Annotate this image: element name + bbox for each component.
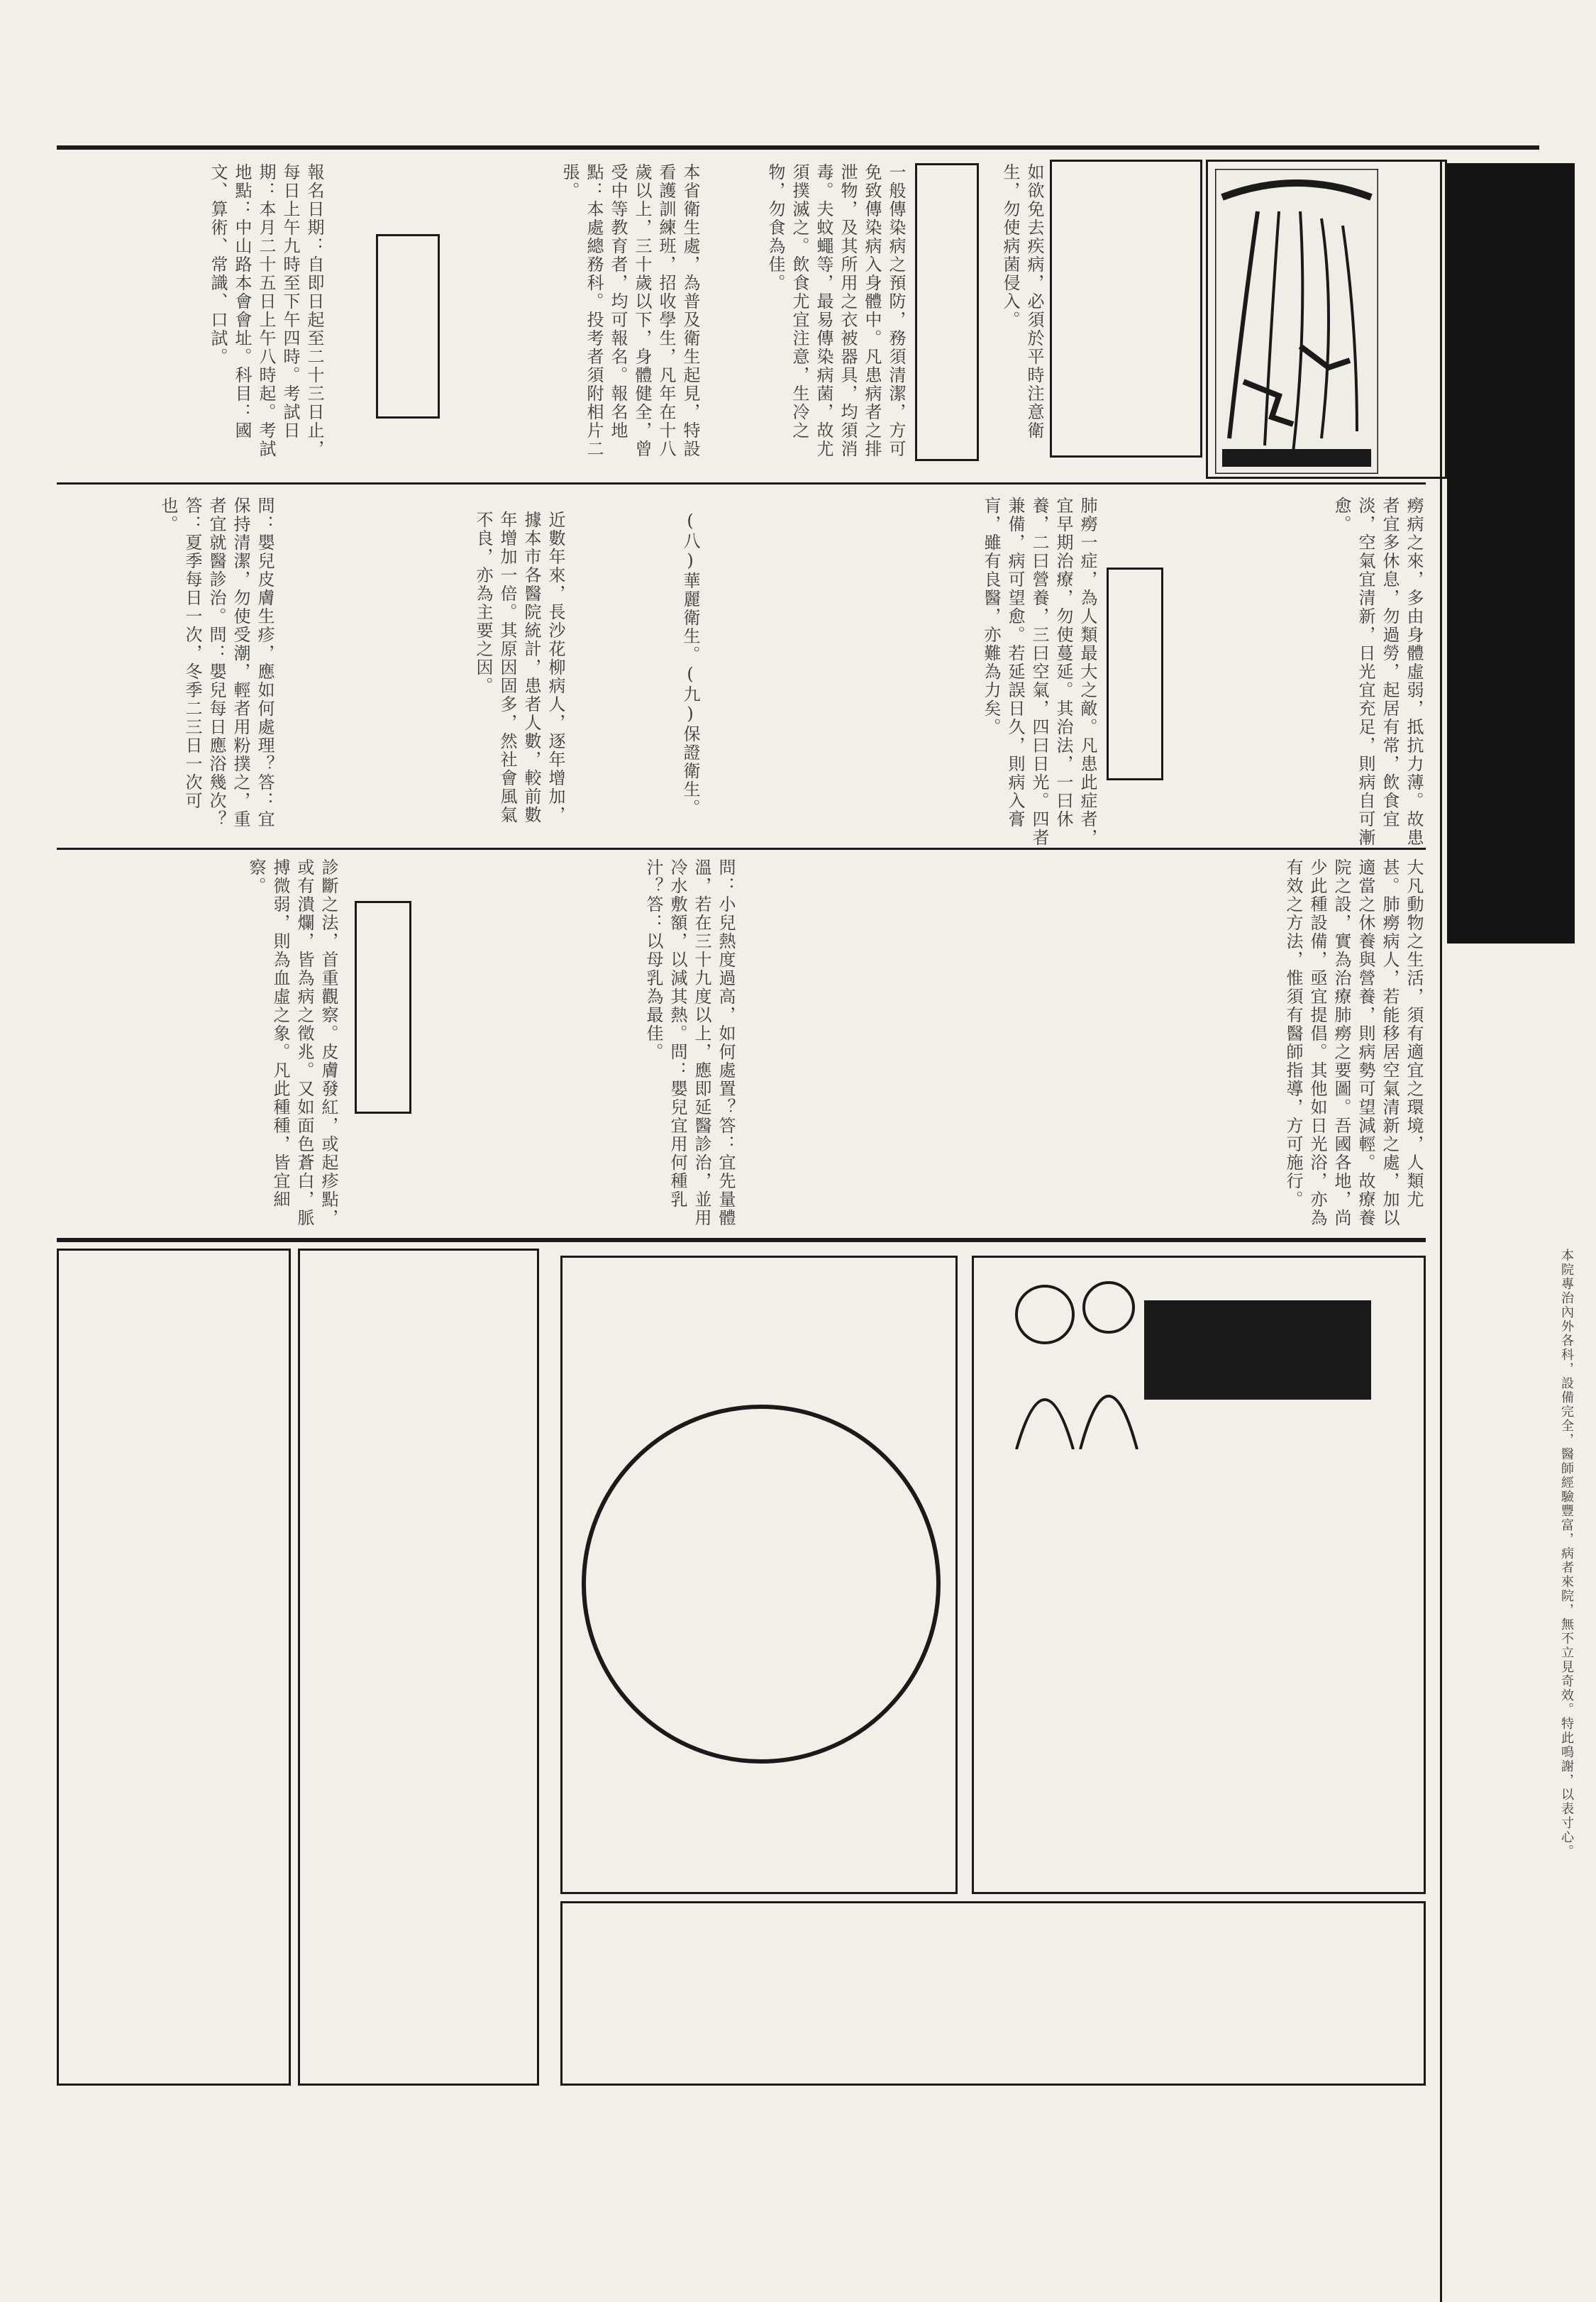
section-divider bbox=[57, 482, 1426, 485]
classified-column: 本院專治內外各科，設備完全，醫師經驗豐富，病者來院，無不立見奇效。特此鳴謝，以表寸心。 bbox=[1559, 1249, 1574, 1859]
article-body: 如欲免去疾病，必須於平時注意衛生，勿使病菌侵入。 bbox=[1000, 163, 1044, 440]
masthead-rule bbox=[57, 145, 1539, 150]
article-body: 大凡動物之生活，須有適宜之環境，人類尤甚。肺癆病人，若能移居空氣清新之處，加以適當之休養與營養，則病勢可望減輕。故療養院之設，實為治療肺癆之要圖。吾國各地，尚少此種設備，亟宜提倡。其他如日光浴，亦為有效之方法，惟須有醫師指導，方可施行。 bbox=[1283, 858, 1424, 1227]
article-title-box bbox=[355, 901, 411, 1114]
article-body: 本省衛生處，為普及衛生起見，特設看護訓練班，招收學生，凡年在十八歲以上，三十歲以下，身體健全，曾受中等教育者，均可報名。報名地點：本處總務科。投考者須附相片二張。 bbox=[560, 163, 700, 458]
airmail-ad bbox=[298, 1249, 539, 2086]
kidney-ad bbox=[972, 1256, 1426, 1894]
section-divider bbox=[57, 1238, 1426, 1242]
side-ad bbox=[1447, 163, 1575, 1192]
supplement-logo bbox=[1215, 169, 1378, 474]
article-title-box bbox=[915, 163, 979, 461]
article-body: 一般傳染病之預防，務須清潔，方可免致傳染病入身體中。凡患病者之排泄物，及其所用之衣被器具，均須消毒。夫蚊蠅等，最易傳染病菌，故尤須撲滅之。飲食尤宜注意，生冷之物，勿食為佳。 bbox=[765, 163, 906, 458]
article-body: 問：嬰兒皮膚生疹，應如何處理？答：宜保持清潔，勿使受潮，輕者用粉撲之，重者宜就醫診治。問：嬰兒每日應浴幾次？答：夏季每日一次，冬季二三日一次可也。 bbox=[158, 497, 275, 829]
bayer-cross-logo bbox=[577, 1315, 946, 1854]
misc-title-box bbox=[376, 234, 440, 419]
section-divider bbox=[57, 848, 1426, 850]
soap-ad bbox=[57, 1249, 291, 2086]
theater-listing bbox=[560, 1901, 1426, 2086]
column-rule bbox=[1440, 160, 1442, 2302]
article-body: 近數年來，長沙花柳病人，逐年增加，據本市各醫院統計，患者人數，較前數年增加一倍。其原因固多，然社會風氣不良，亦為主要之因。 bbox=[473, 511, 565, 824]
article-body: 診斷之法，首重觀察。皮膚發紅，或起疹點，或有潰爛，皆為病之徵兆。又如面色蒼白，脈搏微弱，則為血虛之象。凡此種種，皆宜細察。 bbox=[246, 858, 338, 1227]
article-body: 報名日期：自即日起至二十三日止，每日上午九時至下午四時。考試日期：本月二十五日上午八時起。考試地點：中山路本會會址。科目：國文、算術、常識、口試。 bbox=[208, 163, 324, 458]
masthead bbox=[57, 99, 1539, 149]
article-body: 肺癆一症，為人類最大之敵。凡患此症者，宜早期治療，勿使蔓延。其治法，一曰休養，二曰營養，三曰空氣，四曰日光。四者兼備，病可望愈。若延誤日久，則病入膏肓，雖有良醫，亦難為力矣。 bbox=[981, 497, 1097, 847]
article-body: 問：小兒熱度過高，如何處置？答：宜先量體溫，若在三十九度以上，應即延醫診治，並用冷水敷額，以減其熱。問：嬰兒宜用何種乳汁？答：以母乳為最佳。 bbox=[643, 858, 736, 1227]
article-body: (八)華麗衛生。(九)保證衛生。 bbox=[680, 511, 700, 817]
article-title-box bbox=[1107, 568, 1163, 780]
side-ad-dark bbox=[1447, 163, 1575, 944]
kidney-illustration bbox=[988, 1265, 1414, 1449]
supplement-title-box bbox=[1206, 160, 1447, 479]
article-body: 癆病之來，多由身體虛弱，抵抗力薄。故患者宜多休息，勿過勞，起居有常，飲食宜淡，空氣宜清新，日光宜充足，則病自可漸愈。 bbox=[1331, 497, 1424, 847]
bayer-ad bbox=[560, 1256, 958, 1894]
contents-box bbox=[1050, 160, 1202, 458]
